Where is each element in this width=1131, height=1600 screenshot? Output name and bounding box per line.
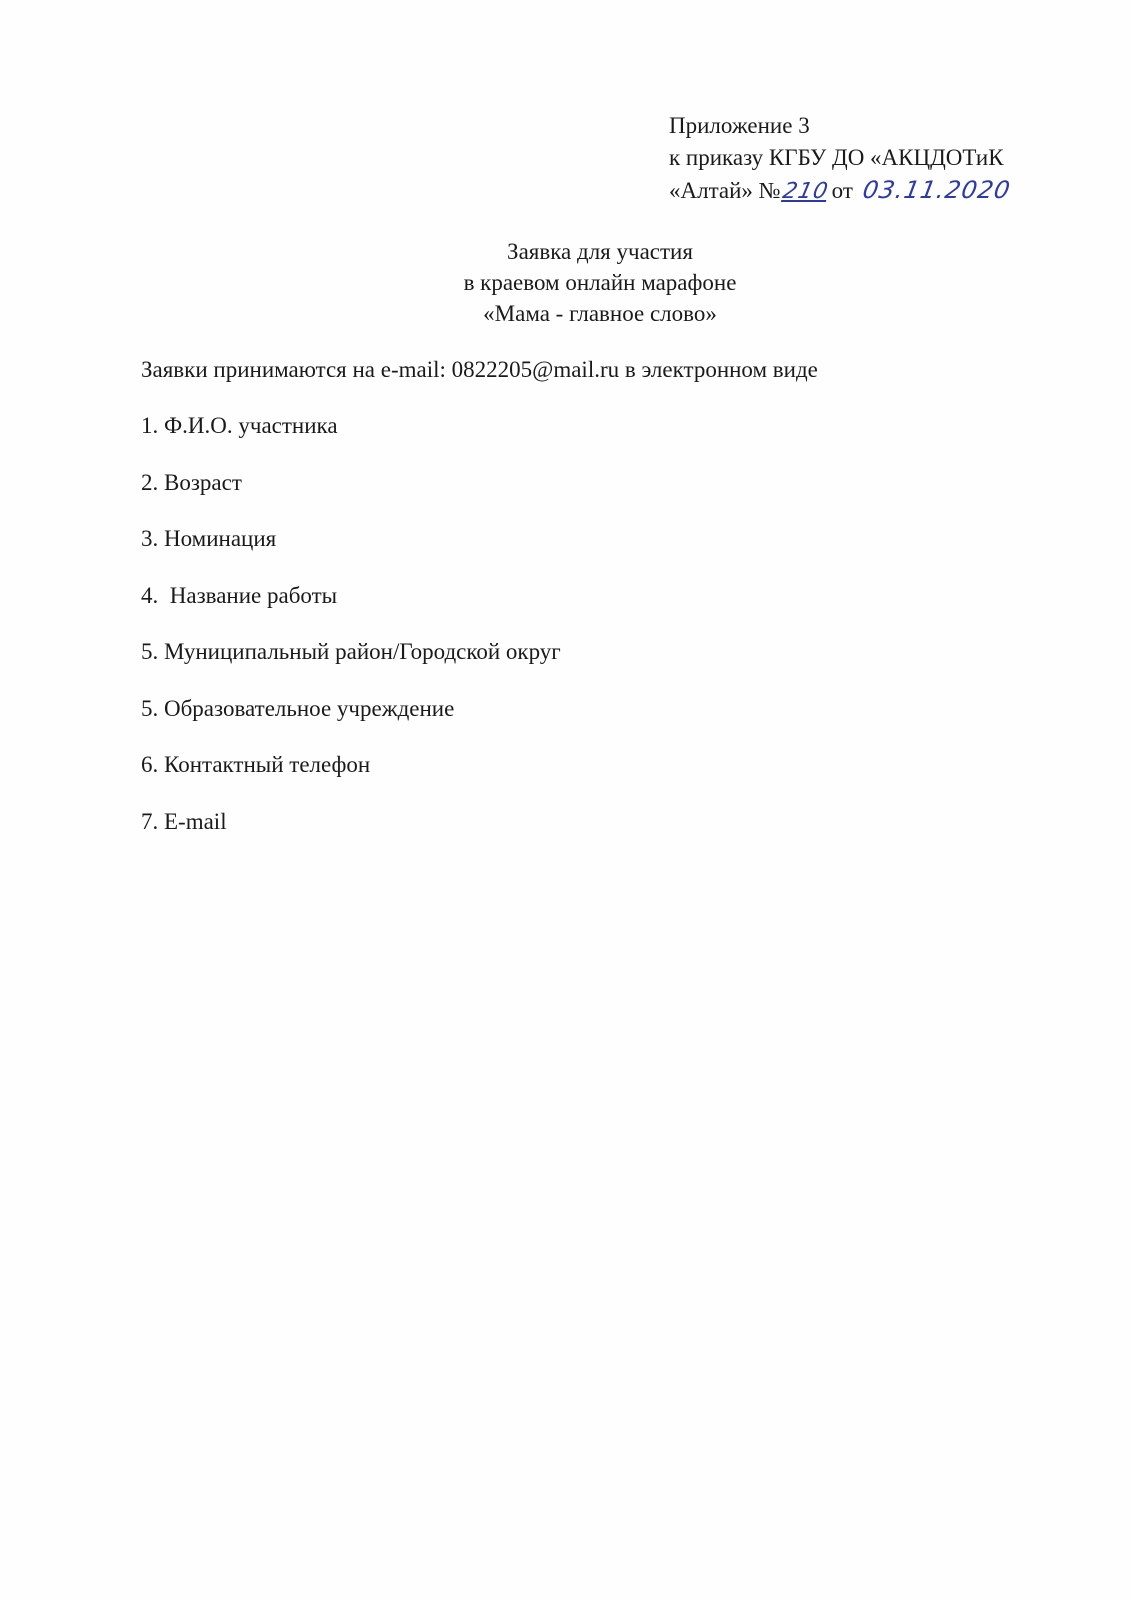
title-line-3: «Мама - главное слово» [483, 301, 717, 326]
handwritten-order-number: 210 [780, 179, 831, 204]
field-educational-institution: 5. Образовательное учреждение [141, 695, 455, 721]
field-work-title: 4. Название работы [141, 582, 338, 608]
appendix-line-2: к приказу КГБУ ДО «АКЦДОТиК [669, 145, 1004, 170]
handwritten-order-date: 03.11.2020 [860, 176, 1013, 204]
document-title [300, 236, 900, 329]
appendix-line-3-prefix: «Алтай» № [669, 178, 781, 203]
field-nomination: 3. Номинация [141, 526, 277, 551]
field-email: 7. E-mail [141, 808, 227, 834]
title-line-2: в краевом онлайн марафоне [463, 270, 737, 295]
appendix-line-3-mid: от [831, 178, 853, 203]
field-contact-phone: 6. Контактный телефон [141, 752, 371, 777]
appendix-line-1: Приложение 3 [669, 113, 810, 138]
application-fields-list [141, 410, 561, 862]
appendix-header [669, 110, 1109, 208]
field-participant-name: 1. Ф.И.О. участника [141, 413, 338, 438]
field-age: 2. Возраст [141, 469, 242, 495]
appendix-line-3 [669, 174, 1109, 208]
submission-instructions: Заявки принимаются на e-mail: 0822205@mail.ru в электронном виде [141, 357, 818, 382]
title-line-1: Заявка для участия [507, 239, 693, 264]
field-municipality: 5. Муниципальный район/Городской округ [141, 639, 561, 664]
